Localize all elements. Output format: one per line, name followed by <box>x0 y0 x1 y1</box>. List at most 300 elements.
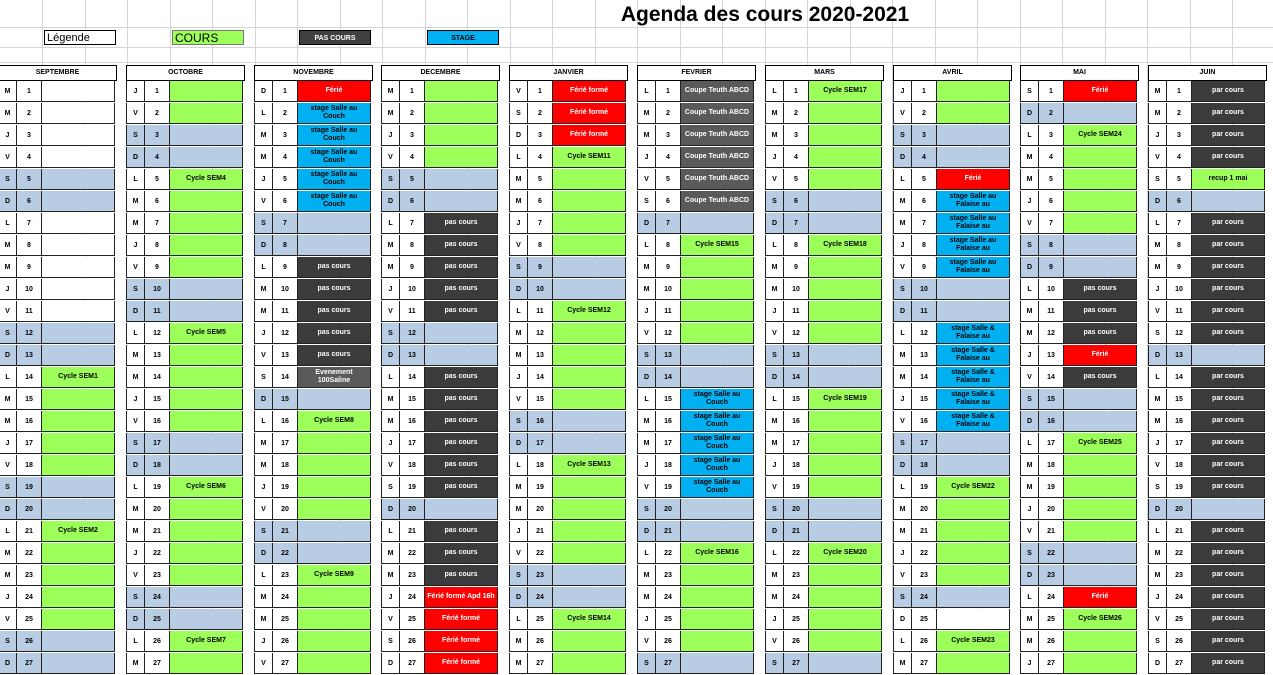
day-row[interactable] <box>254 323 373 345</box>
day-number-cell[interactable]: 12 <box>400 323 425 344</box>
weekday-cell[interactable]: J <box>1020 499 1039 520</box>
day-number-cell[interactable]: 10 <box>656 279 681 300</box>
weekday-cell[interactable]: S <box>637 345 656 366</box>
day-row[interactable] <box>1020 477 1139 499</box>
day-number-cell[interactable]: 20 <box>912 499 937 520</box>
weekday-cell[interactable]: S <box>893 279 912 300</box>
event-cell[interactable] <box>809 521 882 542</box>
day-row[interactable] <box>1148 169 1267 191</box>
weekday-cell[interactable]: S <box>1148 477 1167 498</box>
weekday-cell[interactable]: M <box>0 543 17 564</box>
event-cell[interactable] <box>170 653 243 674</box>
day-number-cell[interactable]: 4 <box>400 147 425 168</box>
day-number-cell[interactable]: 22 <box>273 543 298 564</box>
event-cell[interactable] <box>42 653 115 674</box>
event-cell[interactable] <box>1064 147 1137 168</box>
day-row[interactable] <box>637 279 756 301</box>
legend-stage[interactable]: STAGE <box>427 30 499 45</box>
weekday-cell[interactable]: S <box>254 213 273 234</box>
event-cell[interactable]: Férié formé <box>553 103 626 124</box>
weekday-cell[interactable]: V <box>254 499 273 520</box>
day-number-cell[interactable]: 13 <box>528 345 553 366</box>
day-row[interactable] <box>254 367 373 389</box>
weekday-cell[interactable]: M <box>381 235 400 256</box>
day-row[interactable] <box>1148 301 1267 323</box>
event-cell[interactable]: par cours <box>1192 565 1265 586</box>
day-number-cell[interactable]: 20 <box>1039 499 1064 520</box>
day-number-cell[interactable]: 15 <box>656 389 681 410</box>
day-number-cell[interactable]: 7 <box>1039 213 1064 234</box>
day-number-cell[interactable]: 15 <box>1039 389 1064 410</box>
day-number-cell[interactable]: 21 <box>17 521 42 542</box>
weekday-cell[interactable]: D <box>637 367 656 388</box>
weekday-cell[interactable]: M <box>637 565 656 586</box>
event-cell[interactable] <box>298 609 371 630</box>
day-number-cell[interactable]: 11 <box>784 301 809 322</box>
day-row[interactable] <box>1020 257 1139 279</box>
day-number-cell[interactable]: 22 <box>528 543 553 564</box>
day-number-cell[interactable]: 2 <box>1039 103 1064 124</box>
event-cell[interactable]: par cours <box>1192 521 1265 542</box>
day-number-cell[interactable]: 2 <box>912 103 937 124</box>
day-row[interactable] <box>893 257 1012 279</box>
day-number-cell[interactable]: 26 <box>528 631 553 652</box>
weekday-cell[interactable]: D <box>893 147 912 168</box>
event-cell[interactable] <box>1064 499 1137 520</box>
day-number-cell[interactable]: 26 <box>273 631 298 652</box>
weekday-cell[interactable]: S <box>126 125 145 146</box>
day-row[interactable] <box>893 169 1012 191</box>
day-number-cell[interactable]: 19 <box>656 477 681 498</box>
event-cell[interactable]: Cycle SEM26 <box>1064 609 1137 630</box>
day-number-cell[interactable]: 20 <box>273 499 298 520</box>
weekday-cell[interactable]: V <box>381 609 400 630</box>
day-number-cell[interactable]: 10 <box>273 279 298 300</box>
weekday-cell[interactable]: D <box>1148 345 1167 366</box>
day-row[interactable] <box>765 631 884 653</box>
day-number-cell[interactable]: 10 <box>400 279 425 300</box>
day-row[interactable] <box>1020 411 1139 433</box>
day-row[interactable] <box>893 499 1012 521</box>
weekday-cell[interactable]: S <box>893 433 912 454</box>
weekday-cell[interactable]: M <box>509 191 528 212</box>
weekday-cell[interactable]: S <box>509 411 528 432</box>
weekday-cell[interactable]: S <box>126 587 145 608</box>
event-cell[interactable] <box>809 587 882 608</box>
weekday-cell[interactable]: D <box>893 609 912 630</box>
weekday-cell[interactable]: V <box>509 543 528 564</box>
event-cell[interactable]: Cycle SEM18 <box>809 235 882 256</box>
event-cell[interactable]: pas cours <box>425 411 498 432</box>
weekday-cell[interactable]: M <box>381 103 400 124</box>
day-number-cell[interactable]: 25 <box>17 609 42 630</box>
day-row[interactable] <box>509 279 628 301</box>
day-row[interactable] <box>254 521 373 543</box>
day-number-cell[interactable]: 16 <box>528 411 553 432</box>
day-number-cell[interactable]: 23 <box>656 565 681 586</box>
weekday-cell[interactable]: D <box>254 81 273 102</box>
event-cell[interactable] <box>553 477 626 498</box>
weekday-cell[interactable]: D <box>1148 653 1167 674</box>
day-number-cell[interactable]: 6 <box>1039 191 1064 212</box>
weekday-cell[interactable]: S <box>1148 323 1167 344</box>
weekday-cell[interactable]: D <box>381 191 400 212</box>
event-cell[interactable]: pas cours <box>425 521 498 542</box>
day-row[interactable] <box>637 81 756 103</box>
day-row[interactable] <box>1020 367 1139 389</box>
weekday-cell[interactable]: M <box>509 631 528 652</box>
event-cell[interactable] <box>42 169 115 190</box>
day-number-cell[interactable]: 22 <box>656 543 681 564</box>
day-number-cell[interactable]: 8 <box>400 235 425 256</box>
weekday-cell[interactable]: M <box>1020 631 1039 652</box>
day-number-cell[interactable]: 1 <box>656 81 681 102</box>
event-cell[interactable] <box>681 367 754 388</box>
weekday-cell[interactable]: M <box>765 565 784 586</box>
day-row[interactable] <box>381 81 500 103</box>
day-number-cell[interactable]: 7 <box>145 213 170 234</box>
event-cell[interactable] <box>553 169 626 190</box>
day-number-cell[interactable]: 24 <box>400 587 425 608</box>
day-number-cell[interactable]: 19 <box>1039 477 1064 498</box>
day-row[interactable] <box>509 125 628 147</box>
day-number-cell[interactable]: 20 <box>17 499 42 520</box>
day-row[interactable] <box>1148 257 1267 279</box>
day-number-cell[interactable]: 23 <box>528 565 553 586</box>
day-row[interactable] <box>509 587 628 609</box>
weekday-cell[interactable]: M <box>1020 609 1039 630</box>
day-row[interactable] <box>509 477 628 499</box>
event-cell[interactable] <box>937 81 1010 102</box>
day-row[interactable] <box>509 389 628 411</box>
day-number-cell[interactable]: 5 <box>912 169 937 190</box>
weekday-cell[interactable]: M <box>254 279 273 300</box>
event-cell[interactable] <box>42 235 115 256</box>
weekday-cell[interactable]: J <box>381 279 400 300</box>
day-number-cell[interactable]: 16 <box>17 411 42 432</box>
day-number-cell[interactable]: 3 <box>145 125 170 146</box>
weekday-cell[interactable]: L <box>254 411 273 432</box>
weekday-cell[interactable]: M <box>1020 477 1039 498</box>
weekday-cell[interactable]: M <box>1020 455 1039 476</box>
weekday-cell[interactable]: V <box>1020 521 1039 542</box>
weekday-cell[interactable]: M <box>1148 389 1167 410</box>
day-row[interactable] <box>126 213 245 235</box>
weekday-cell[interactable]: M <box>381 257 400 278</box>
day-number-cell[interactable]: 17 <box>1167 433 1192 454</box>
day-row[interactable] <box>381 213 500 235</box>
weekday-cell[interactable]: S <box>765 345 784 366</box>
day-number-cell[interactable]: 4 <box>273 147 298 168</box>
weekday-cell[interactable]: J <box>509 213 528 234</box>
weekday-cell[interactable]: D <box>0 345 17 366</box>
event-cell[interactable]: Cycle SEM25 <box>1064 433 1137 454</box>
day-row[interactable] <box>637 521 756 543</box>
day-row[interactable] <box>1020 653 1139 675</box>
event-cell[interactable] <box>42 389 115 410</box>
day-number-cell[interactable]: 16 <box>784 411 809 432</box>
weekday-cell[interactable]: M <box>381 389 400 410</box>
event-cell[interactable] <box>298 543 371 564</box>
weekday-cell[interactable]: V <box>381 147 400 168</box>
day-row[interactable] <box>509 499 628 521</box>
day-row[interactable] <box>1020 521 1139 543</box>
event-cell[interactable]: stage Salle & Falaise au <box>937 389 1010 410</box>
day-number-cell[interactable]: 26 <box>1167 631 1192 652</box>
day-row[interactable] <box>254 631 373 653</box>
weekday-cell[interactable]: V <box>509 389 528 410</box>
event-cell[interactable]: pas cours <box>425 301 498 322</box>
event-cell[interactable] <box>809 213 882 234</box>
day-number-cell[interactable]: 14 <box>273 367 298 388</box>
event-cell[interactable] <box>1064 191 1137 212</box>
weekday-cell[interactable]: V <box>126 103 145 124</box>
day-number-cell[interactable]: 16 <box>400 411 425 432</box>
weekday-cell[interactable]: L <box>637 389 656 410</box>
day-row[interactable] <box>381 565 500 587</box>
day-number-cell[interactable]: 6 <box>400 191 425 212</box>
weekday-cell[interactable]: J <box>893 235 912 256</box>
day-number-cell[interactable]: 16 <box>656 411 681 432</box>
day-row[interactable] <box>765 587 884 609</box>
weekday-cell[interactable]: M <box>0 257 17 278</box>
day-number-cell[interactable]: 6 <box>17 191 42 212</box>
event-cell[interactable]: pas cours <box>425 235 498 256</box>
day-number-cell[interactable]: 14 <box>1039 367 1064 388</box>
day-number-cell[interactable]: 23 <box>145 565 170 586</box>
event-cell[interactable] <box>298 477 371 498</box>
day-number-cell[interactable]: 25 <box>784 609 809 630</box>
day-number-cell[interactable]: 6 <box>784 191 809 212</box>
day-number-cell[interactable]: 12 <box>145 323 170 344</box>
event-cell[interactable] <box>553 411 626 432</box>
weekday-cell[interactable]: L <box>381 213 400 234</box>
weekday-cell[interactable]: L <box>126 477 145 498</box>
weekday-cell[interactable]: L <box>1020 433 1039 454</box>
day-number-cell[interactable]: 17 <box>400 433 425 454</box>
day-number-cell[interactable]: 17 <box>17 433 42 454</box>
day-number-cell[interactable]: 17 <box>1039 433 1064 454</box>
weekday-cell[interactable]: M <box>0 235 17 256</box>
event-cell[interactable]: Férié <box>1064 587 1137 608</box>
weekday-cell[interactable]: M <box>126 191 145 212</box>
weekday-cell[interactable]: V <box>1148 455 1167 476</box>
event-cell[interactable]: par cours <box>1192 455 1265 476</box>
event-cell[interactable]: par cours <box>1192 301 1265 322</box>
weekday-cell[interactable]: J <box>126 543 145 564</box>
day-number-cell[interactable]: 13 <box>17 345 42 366</box>
day-row[interactable] <box>0 191 117 213</box>
day-number-cell[interactable]: 19 <box>784 477 809 498</box>
weekday-cell[interactable]: V <box>381 455 400 476</box>
weekday-cell[interactable]: S <box>637 191 656 212</box>
day-number-cell[interactable]: 5 <box>17 169 42 190</box>
day-row[interactable] <box>381 147 500 169</box>
event-cell[interactable] <box>937 521 1010 542</box>
event-cell[interactable] <box>42 323 115 344</box>
weekday-cell[interactable]: D <box>381 499 400 520</box>
event-cell[interactable] <box>1064 455 1137 476</box>
day-number-cell[interactable]: 11 <box>17 301 42 322</box>
day-number-cell[interactable]: 3 <box>17 125 42 146</box>
day-number-cell[interactable]: 21 <box>1039 521 1064 542</box>
day-row[interactable] <box>893 455 1012 477</box>
event-cell[interactable] <box>809 499 882 520</box>
weekday-cell[interactable]: J <box>254 477 273 498</box>
day-number-cell[interactable]: 19 <box>912 477 937 498</box>
day-number-cell[interactable]: 15 <box>145 389 170 410</box>
day-row[interactable] <box>637 433 756 455</box>
day-number-cell[interactable]: 5 <box>784 169 809 190</box>
weekday-cell[interactable]: S <box>509 103 528 124</box>
day-number-cell[interactable]: 8 <box>145 235 170 256</box>
weekday-cell[interactable]: V <box>509 81 528 102</box>
day-row[interactable] <box>637 631 756 653</box>
weekday-cell[interactable]: M <box>126 521 145 542</box>
weekday-cell[interactable]: M <box>893 653 912 674</box>
event-cell[interactable] <box>1064 389 1137 410</box>
event-cell[interactable]: stage Salle au Couch <box>298 125 371 146</box>
day-row[interactable] <box>893 411 1012 433</box>
day-number-cell[interactable]: 4 <box>528 147 553 168</box>
day-row[interactable] <box>1020 279 1139 301</box>
day-row[interactable] <box>381 323 500 345</box>
event-cell[interactable]: Cycle SEM17 <box>809 81 882 102</box>
weekday-cell[interactable]: J <box>0 433 17 454</box>
day-number-cell[interactable]: 10 <box>784 279 809 300</box>
day-row[interactable] <box>893 103 1012 125</box>
event-cell[interactable] <box>809 103 882 124</box>
day-row[interactable] <box>0 213 117 235</box>
day-row[interactable] <box>765 279 884 301</box>
day-number-cell[interactable]: 13 <box>912 345 937 366</box>
day-number-cell[interactable]: 14 <box>400 367 425 388</box>
event-cell[interactable] <box>1064 169 1137 190</box>
day-number-cell[interactable]: 14 <box>145 367 170 388</box>
event-cell[interactable]: Cycle SEM24 <box>1064 125 1137 146</box>
weekday-cell[interactable]: L <box>893 323 912 344</box>
event-cell[interactable]: stage Salle au Couch <box>298 147 371 168</box>
day-row[interactable] <box>637 389 756 411</box>
event-cell[interactable] <box>681 323 754 344</box>
day-row[interactable] <box>1020 455 1139 477</box>
day-row[interactable] <box>765 125 884 147</box>
day-row[interactable] <box>1148 609 1267 631</box>
day-row[interactable] <box>254 169 373 191</box>
day-number-cell[interactable]: 27 <box>273 653 298 674</box>
day-row[interactable] <box>254 81 373 103</box>
event-cell[interactable]: par cours <box>1192 125 1265 146</box>
day-number-cell[interactable]: 6 <box>145 191 170 212</box>
event-cell[interactable]: pas cours <box>425 213 498 234</box>
weekday-cell[interactable]: V <box>765 631 784 652</box>
event-cell[interactable] <box>681 609 754 630</box>
weekday-cell[interactable]: V <box>0 609 17 630</box>
event-cell[interactable]: stage Salle au Couch <box>681 477 754 498</box>
event-cell[interactable] <box>42 565 115 586</box>
event-cell[interactable]: Férié formé <box>425 653 498 674</box>
day-row[interactable] <box>1020 81 1139 103</box>
event-cell[interactable] <box>809 565 882 586</box>
day-row[interactable] <box>893 433 1012 455</box>
day-number-cell[interactable]: 3 <box>912 125 937 146</box>
day-number-cell[interactable]: 6 <box>656 191 681 212</box>
day-number-cell[interactable]: 11 <box>1039 301 1064 322</box>
day-row[interactable] <box>637 609 756 631</box>
weekday-cell[interactable]: J <box>893 389 912 410</box>
day-row[interactable] <box>254 389 373 411</box>
event-cell[interactable] <box>170 191 243 212</box>
day-number-cell[interactable]: 8 <box>17 235 42 256</box>
day-number-cell[interactable]: 26 <box>145 631 170 652</box>
day-number-cell[interactable]: 4 <box>145 147 170 168</box>
day-row[interactable] <box>381 125 500 147</box>
weekday-cell[interactable]: D <box>1020 565 1039 586</box>
event-cell[interactable]: Cycle SEM16 <box>681 543 754 564</box>
day-number-cell[interactable]: 9 <box>912 257 937 278</box>
event-cell[interactable]: Coupe Teuth ABCD <box>681 103 754 124</box>
day-number-cell[interactable]: 15 <box>17 389 42 410</box>
day-number-cell[interactable]: 3 <box>784 125 809 146</box>
event-cell[interactable] <box>681 521 754 542</box>
weekday-cell[interactable]: D <box>765 367 784 388</box>
day-number-cell[interactable]: 14 <box>1167 367 1192 388</box>
day-number-cell[interactable]: 24 <box>1039 587 1064 608</box>
day-row[interactable] <box>893 653 1012 675</box>
event-cell[interactable] <box>809 367 882 388</box>
day-row[interactable] <box>1148 235 1267 257</box>
weekday-cell[interactable]: L <box>0 213 17 234</box>
day-row[interactable] <box>893 543 1012 565</box>
event-cell[interactable]: Cycle SEM23 <box>937 631 1010 652</box>
weekday-cell[interactable]: M <box>893 367 912 388</box>
day-number-cell[interactable]: 14 <box>17 367 42 388</box>
day-row[interactable] <box>509 565 628 587</box>
weekday-cell[interactable]: S <box>381 631 400 652</box>
day-number-cell[interactable]: 17 <box>656 433 681 454</box>
day-row[interactable] <box>254 543 373 565</box>
day-number-cell[interactable]: 14 <box>912 367 937 388</box>
day-row[interactable] <box>893 565 1012 587</box>
day-row[interactable] <box>254 455 373 477</box>
weekday-cell[interactable]: J <box>1148 587 1167 608</box>
event-cell[interactable] <box>1064 477 1137 498</box>
day-number-cell[interactable]: 20 <box>784 499 809 520</box>
event-cell[interactable] <box>681 587 754 608</box>
weekday-cell[interactable]: M <box>509 345 528 366</box>
weekday-cell[interactable]: M <box>254 301 273 322</box>
weekday-cell[interactable]: M <box>765 411 784 432</box>
weekday-cell[interactable]: M <box>765 433 784 454</box>
day-number-cell[interactable]: 22 <box>1167 543 1192 564</box>
day-number-cell[interactable]: 18 <box>912 455 937 476</box>
day-row[interactable] <box>765 213 884 235</box>
event-cell[interactable] <box>42 279 115 300</box>
day-row[interactable] <box>1020 147 1139 169</box>
weekday-cell[interactable]: J <box>509 521 528 542</box>
event-cell[interactable]: par cours <box>1192 235 1265 256</box>
event-cell[interactable] <box>681 257 754 278</box>
day-number-cell[interactable]: 2 <box>400 103 425 124</box>
weekday-cell[interactable]: V <box>509 235 528 256</box>
day-row[interactable] <box>509 653 628 675</box>
event-cell[interactable] <box>553 653 626 674</box>
event-cell[interactable]: par cours <box>1192 213 1265 234</box>
day-row[interactable] <box>126 81 245 103</box>
day-number-cell[interactable]: 15 <box>912 389 937 410</box>
day-number-cell[interactable]: 23 <box>17 565 42 586</box>
weekday-cell[interactable]: M <box>0 103 17 124</box>
